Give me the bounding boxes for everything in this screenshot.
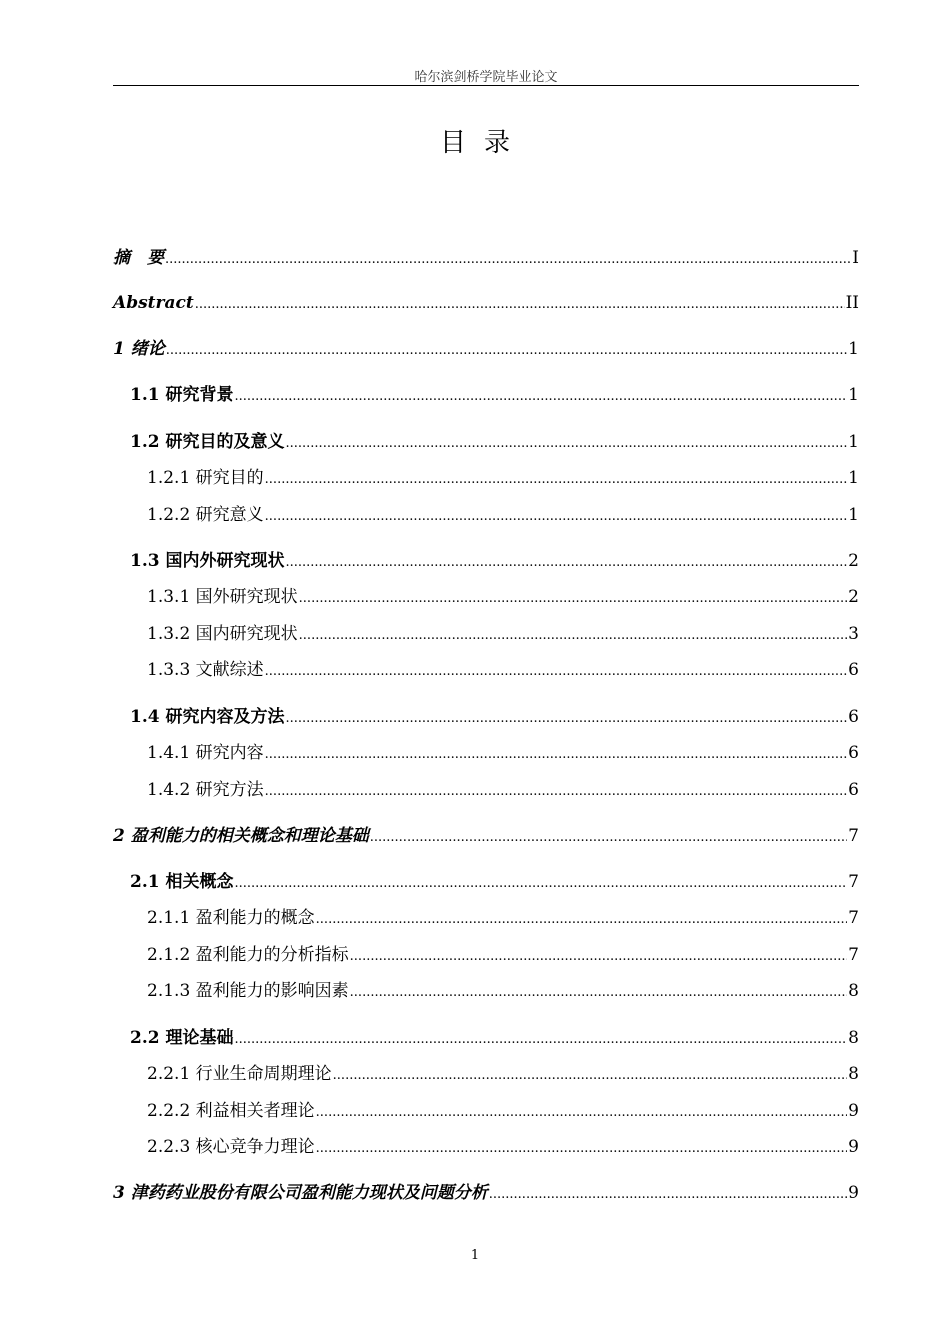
toc-dot-leader <box>350 983 848 1003</box>
toc-entry[interactable] <box>113 466 859 490</box>
toc-entry[interactable] <box>113 430 859 454</box>
toc-dot-leader <box>286 709 848 729</box>
toc-entry-label: 2.2 理论基础 <box>130 1028 234 1048</box>
toc-entry-page: 7 <box>848 945 859 965</box>
toc-dot-leader <box>316 1139 848 1159</box>
toc-entry[interactable] <box>113 870 859 894</box>
toc-entry-label: 1.3.1 国外研究现状 <box>147 587 298 607</box>
toc-entry-page: 1 <box>848 339 859 359</box>
toc-dot-leader <box>265 470 848 490</box>
toc-entry[interactable] <box>113 549 859 573</box>
toc-entry-page: 9 <box>848 1101 859 1121</box>
toc-entry-page: 1 <box>848 505 859 525</box>
toc-entry-page: 6 <box>848 707 859 727</box>
toc-entry-page: II <box>845 293 859 313</box>
toc-entry-page: I <box>852 248 859 268</box>
toc-dot-leader <box>350 947 848 967</box>
toc-entry[interactable] <box>113 741 859 765</box>
toc-dot-leader <box>333 1066 848 1086</box>
toc-entry-label: 2 盈利能力的相关概念和理论基础 <box>113 826 369 846</box>
toc-entry-label: 1.3.3 文献综述 <box>147 660 264 680</box>
toc-dot-leader <box>235 1030 848 1050</box>
toc-dot-leader <box>316 910 848 930</box>
toc-entry-label: 2.1 相关概念 <box>130 872 234 892</box>
toc-entry[interactable] <box>113 705 859 729</box>
toc-entry[interactable] <box>113 1181 859 1205</box>
toc-dot-leader <box>265 745 848 765</box>
toc-entry-label: 2.1.1 盈利能力的概念 <box>147 908 315 928</box>
toc-entry-label: 摘 要 <box>113 248 164 268</box>
running-header: 哈尔滨剑桥学院毕业论文 <box>414 70 558 85</box>
toc-entry-page: 9 <box>848 1183 859 1203</box>
toc-entry[interactable] <box>113 1062 859 1086</box>
header-rule <box>113 85 859 86</box>
toc-dot-leader <box>286 434 848 454</box>
toc-entry[interactable] <box>113 337 859 361</box>
toc-entry[interactable] <box>113 658 859 682</box>
toc-entry-page: 1 <box>848 385 859 405</box>
toc-entry[interactable] <box>113 824 859 848</box>
toc-entry[interactable] <box>113 1099 859 1123</box>
toc-entry[interactable] <box>113 1135 859 1159</box>
toc-dot-leader <box>286 553 848 573</box>
toc-title: 目录 <box>439 128 528 158</box>
toc-entry-label: 2.1.2 盈利能力的分析指标 <box>147 945 349 965</box>
toc-entry[interactable] <box>113 503 859 527</box>
toc-entry-page: 6 <box>848 660 859 680</box>
toc-dot-leader <box>265 507 848 527</box>
toc-entry-label: 1.1 研究背景 <box>130 385 234 405</box>
page-number: 1 <box>470 1248 480 1263</box>
toc-entry[interactable] <box>113 1026 859 1050</box>
toc-dot-leader <box>235 387 848 407</box>
toc-dot-leader <box>265 782 848 802</box>
toc-entry-page: 3 <box>848 624 859 644</box>
toc-entry-page: 7 <box>848 908 859 928</box>
toc-dot-leader <box>489 1185 847 1205</box>
toc-entry-label: 2.2.3 核心竞争力理论 <box>147 1137 315 1157</box>
toc-entry-label: 1.2.2 研究意义 <box>147 505 264 525</box>
toc-entry-label: 1.2.1 研究目的 <box>147 468 264 488</box>
toc-dot-leader <box>299 626 848 646</box>
toc-dot-leader <box>195 295 845 315</box>
toc-dot-leader <box>299 589 848 609</box>
toc-entry-label: 1.4 研究内容及方法 <box>130 707 285 727</box>
toc-entry-page: 1 <box>848 432 859 452</box>
toc-entry-label: 1.2 研究目的及意义 <box>130 432 285 452</box>
toc-entry[interactable] <box>113 585 859 609</box>
toc-entry-label: 1 绪论 <box>113 339 165 359</box>
toc-dot-leader <box>235 874 848 894</box>
toc-entry-page: 9 <box>848 1137 859 1157</box>
toc-entry-label: 1.4.1 研究内容 <box>147 743 264 763</box>
toc-entry-label: 1.3.2 国内研究现状 <box>147 624 298 644</box>
toc-entry-page: 6 <box>848 780 859 800</box>
toc-entry-label: 1.4.2 研究方法 <box>147 780 264 800</box>
toc-entry[interactable] <box>113 943 859 967</box>
toc-entry-label: 1.3 国内外研究现状 <box>130 551 285 571</box>
toc-entry[interactable] <box>113 246 859 270</box>
toc-dot-leader <box>316 1103 848 1123</box>
toc-entry[interactable] <box>113 291 859 315</box>
toc-entry-page: 7 <box>848 826 859 846</box>
toc-entry[interactable] <box>113 778 859 802</box>
toc-entry-label: 3 津药药业股份有限公司盈利能力现状及问题分析 <box>113 1183 488 1203</box>
toc-entry-page: 2 <box>848 587 859 607</box>
toc-entry-page: 6 <box>848 743 859 763</box>
toc-entry-page: 8 <box>848 1064 859 1084</box>
toc-entry-label: Abstract <box>113 293 194 313</box>
toc-entry[interactable] <box>113 906 859 930</box>
toc-entry-page: 2 <box>848 551 859 571</box>
toc-entry[interactable] <box>113 979 859 1003</box>
toc-entry-page: 8 <box>848 1028 859 1048</box>
toc-entry-page: 8 <box>848 981 859 1001</box>
toc-dot-leader <box>165 250 851 270</box>
toc-entry-page: 7 <box>848 872 859 892</box>
toc-dot-leader <box>370 828 847 848</box>
toc-entry-label: 2.2.2 利益相关者理论 <box>147 1101 315 1121</box>
toc-entry-label: 2.2.1 行业生命周期理论 <box>147 1064 332 1084</box>
toc-entry-label: 2.1.3 盈利能力的影响因素 <box>147 981 349 1001</box>
toc-entry[interactable] <box>113 622 859 646</box>
toc-entry[interactable] <box>113 383 859 407</box>
toc-dot-leader <box>166 341 847 361</box>
toc-dot-leader <box>265 662 848 682</box>
toc-entry-page: 1 <box>848 468 859 488</box>
